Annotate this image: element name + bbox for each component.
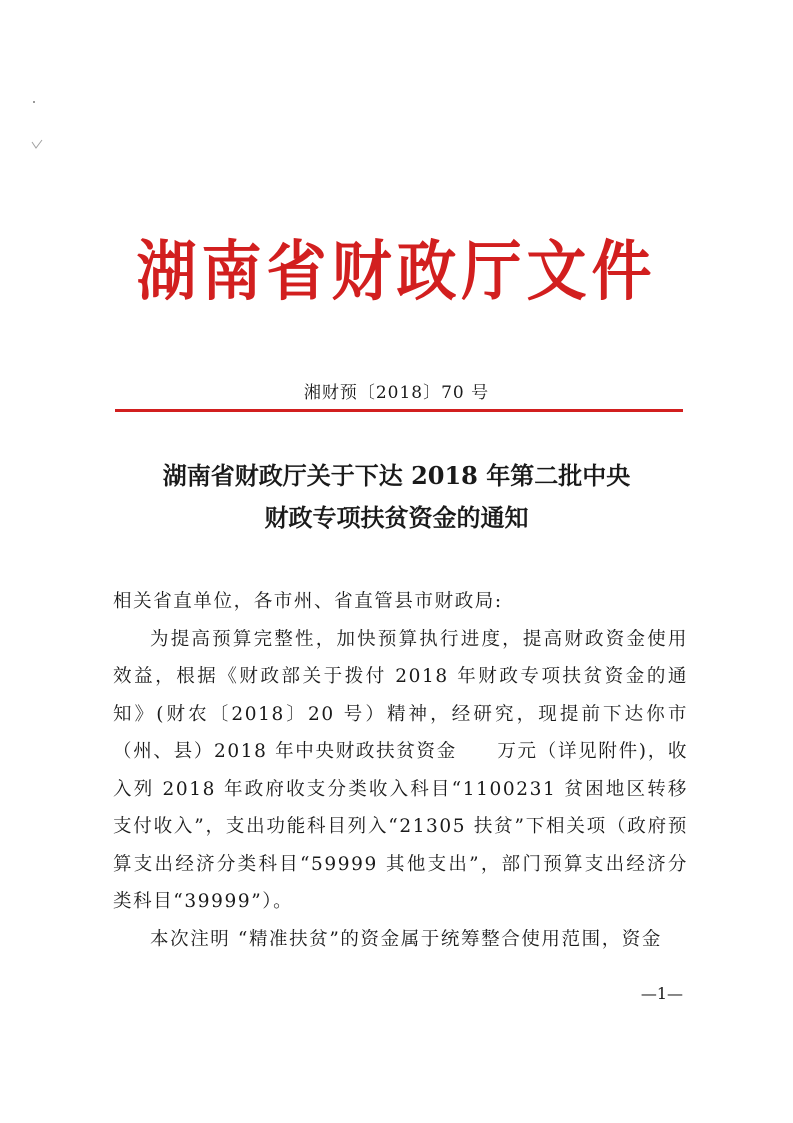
notice-body	[113, 583, 688, 958]
notice-title	[0, 455, 793, 539]
body-paragraph-2: 本次注明 “精准扶贫”的资金属于统筹整合使用范围，资金	[150, 928, 662, 950]
body-paragraph-1: 为提高预算完整性，加快预算执行进度，提高财政资金使用效益，根据《财政部关于拨付 2018 年财政专项扶贫资金的通知》(财农〔2018〕20 号）精神，经研究，现提前下达你市（州、县）2018 年中央财政扶贫资金 万元（详见附件)，收入列 2018 年政府收支分类收入科目“1100231 贫困地区转移支付收入”，支出功能科目列入“21305 扶贫”下相关项（政府预算支出经济分类科目“59999 其他支出”，部门预算支出经济分类科目“39999”）。	[113, 628, 688, 912]
addressee: 相关省直单位，各市州、省直管县市财政局:	[113, 591, 503, 612]
issuer-masthead: 湖南省财政厅文件	[136, 234, 657, 310]
red-divider-line	[115, 409, 683, 412]
scan-artifact-dot	[33, 101, 35, 103]
notice-title-line1: 湖南省财政厅关于下达 2018 年第二批中央	[162, 461, 631, 490]
page-number: —1—	[640, 984, 683, 1003]
document-number: 湘财预〔2018〕70 号	[303, 383, 490, 403]
notice-title-line2: 财政专项扶贫资金的通知	[264, 503, 529, 532]
scan-artifact-mark	[30, 138, 44, 152]
